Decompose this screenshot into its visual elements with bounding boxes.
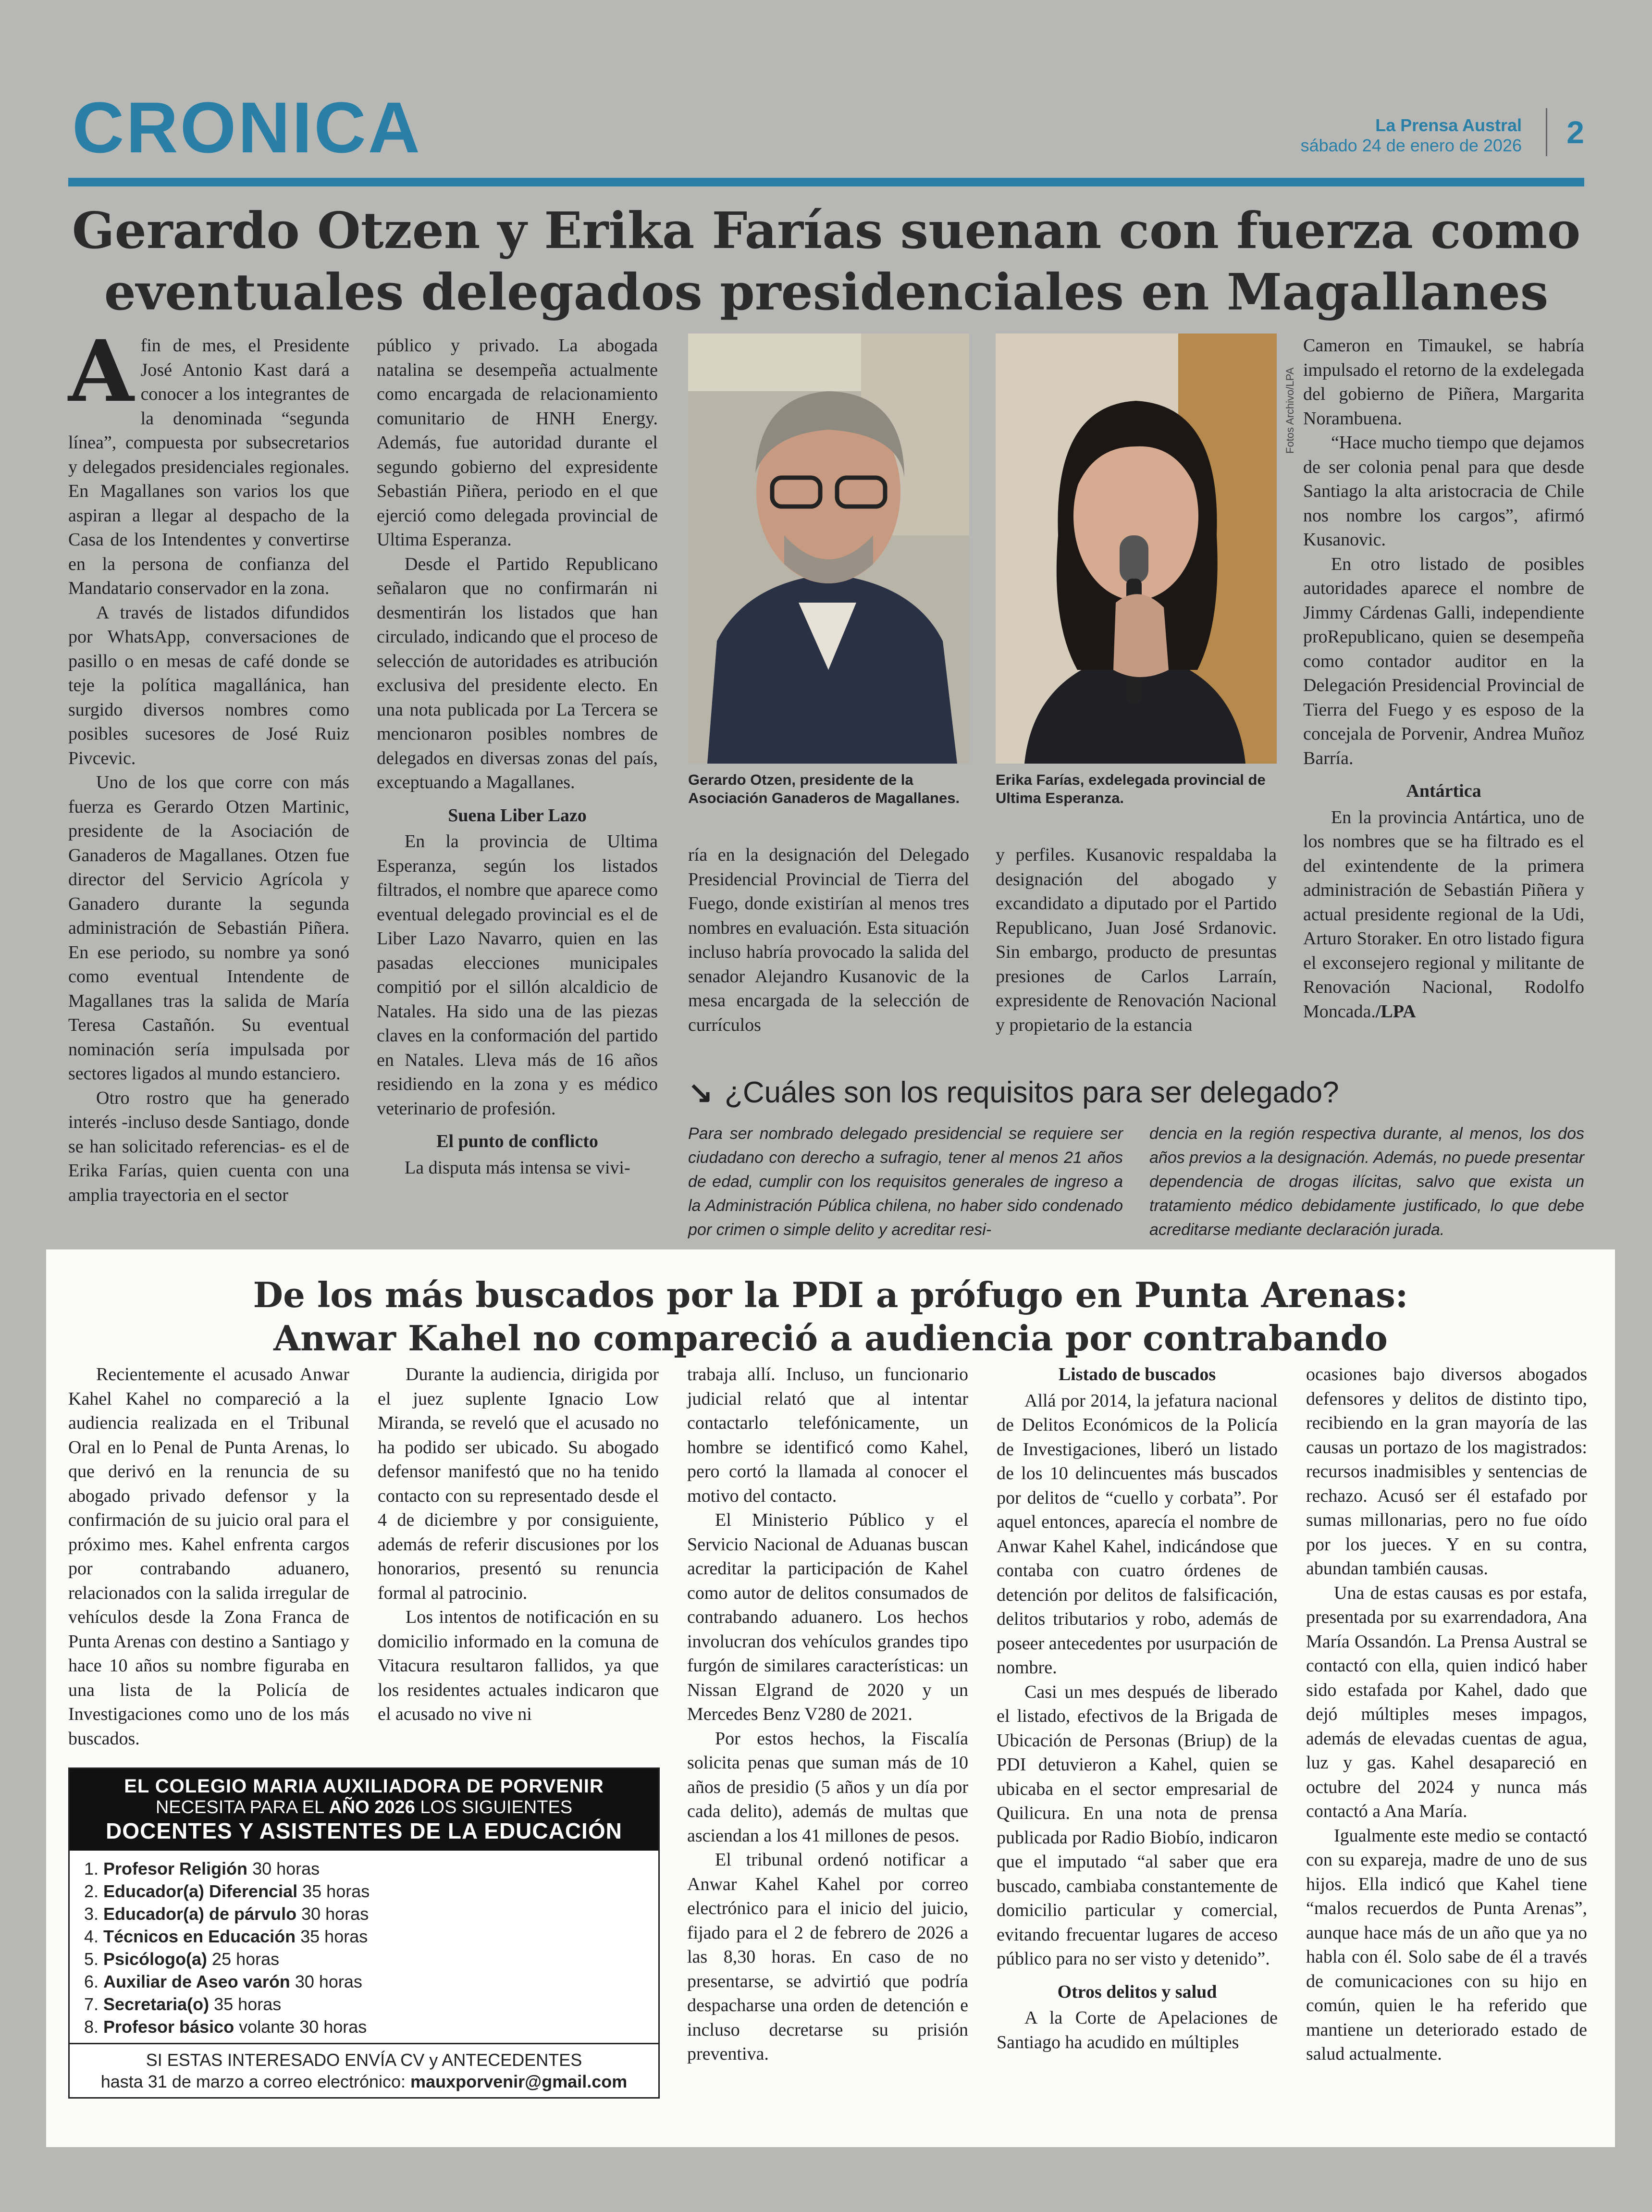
- paragraph: A la Corte de Apelaciones de Santiago ha acudido en múltiples: [997, 2008, 1278, 2052]
- headline-line1: Gerardo Otzen y Erika Farías suenan con fuerza como: [72, 201, 1581, 260]
- article1-col2: [377, 334, 658, 1180]
- paragraph: Una de estas causas es por estafa, presentada por su exarrendadora, Ana María Ossandón. La Prensa Austral se contactó con ella, quien indicó haber sido estafada por Kahel, dado que dejó múltiples meses impagos, además de elevadas cuentas de agua, luz y gas. Kahel desapareció en octubre del 2024 y nunca más contactó a Ana María.: [1306, 1582, 1587, 1821]
- subhead-otros-delitos: Otros delitos y salud: [1057, 1981, 1217, 2002]
- article1-col5: [1303, 334, 1584, 1024]
- article1-body: [68, 321, 1584, 1247]
- paragraph: Recientemente el acusado Anwar Kahel Kahel no compareció a la audiencia realizada en el Tribunal Oral en lo Penal de Punta Arenas, lo que derivó en la renuncia de su abogado privado defensor y la confirmación de su juicio oral para el próximo mes. Kahel enfrenta cargos por contrabando aduanero, relacionados con la salida irregular de vehículos desde la Zona Franca de Punta Arenas con destino a Santiago y hace 10 años su nombre figuraba en una lista de la Policía de Investigaciones como uno de los más buscados.: [68, 1364, 349, 1749]
- portrait-man-icon: [688, 334, 969, 764]
- list-item: 5. Psicólogo(a) 25 horas: [103, 1948, 658, 1970]
- paragraph: Uno de los que corre con más fuerza es Gerardo Otzen Martinic, presidente de la Asociación de Ganaderos de Magallanes. Otzen fue director del Servicio Agrícola y Ganadero durante la segunda administración de Sebastián Piñera. En ese periodo, su nombre ya sonó como eventual Intendente de Magallanes tras la salida de María Teresa Castañón. Su eventual nominación sería impulsada por sectores ligados al mundo estanciero.: [68, 772, 349, 1084]
- publication-name: La Prensa Austral: [1375, 115, 1522, 135]
- list-item: 3. Educador(a) de párvulo 30 horas: [103, 1903, 658, 1925]
- page-number: 2: [1546, 108, 1584, 156]
- paragraph: El tribunal ordenó notificar a Anwar Kahel Kahel por correo electrónico para el inicio del juicio, fijado para el 2 de febrero de 2026 a las 8,30 horas. En caso de no presentarse, se advirtió que podría despacharse una orden de detención e incluso decretarse su prisión preventiva.: [687, 1850, 968, 2064]
- paragraph: En la provincia Antártica, uno de los nombres que se ha filtrado es el del exintendente de la primera administración de Sebastián Piñera y actual presidente regional de la Udi, Arturo Storaker. En otro listado figura el exconsejero regional y militante de Renovación Nacional, Rodolfo Moncada./LPA: [1303, 807, 1584, 1022]
- article2-col5: [1306, 1362, 1587, 2066]
- dropcap: A: [68, 321, 134, 421]
- list-item: 8. Profesor básico volante 30 horas: [103, 2015, 658, 2038]
- paragraph: La disputa más intensa se vivi-: [405, 1157, 630, 1178]
- photo-credit: Fotos Archivo/LPA: [1284, 367, 1296, 454]
- ad-email[interactable]: mauxporvenir@gmail.com: [410, 2072, 628, 2091]
- subhead-antartica: Antártica: [1406, 781, 1481, 801]
- list-item: 2. Educador(a) Diferencial 35 horas: [103, 1880, 658, 1903]
- newspaper-page: [68, 82, 1584, 1247]
- list-item: 4. Técnicos en Educación 35 horas: [103, 1925, 658, 1948]
- article1-col3: [688, 843, 969, 1037]
- paragraph: público y privado. La abogada natalina se desempeña actualmente como encargada de relacionamiento comunitario de HNH Energy. Además, fue autoridad durante el segundo gobierno del expresidente Sebastián Piñera, periodo en el que ejerció como delegada provincial de Ultima Esperanza.: [377, 335, 658, 550]
- ad-footer-line1: SI ESTAS INTERESADO ENVÍA CV y ANTECEDENTES: [146, 2050, 582, 2070]
- paragraph: A través de listados difundidos por WhatsApp, conversaciones de pasillo o en mesas de café donde se teje la política magallánica, han surgido diversos nombres como posibles sucesores de José Ruiz Pivcevic.: [68, 602, 349, 768]
- paragraph: Por estos hechos, la Fiscalía solicita penas que suman más de 10 años de presidio (5 años y un día por cada delito), además de multas que asciendan a los 41 millones de pesos.: [687, 1728, 968, 1846]
- paragraph: y perfiles. Kusanovic respaldaba la designación del abogado y excandidato a diputado por el Partido Republicano, Juan José Srdanovic. Sin embargo, producto de presuntas presiones de Carlos Larraín, expresidente de Renovación Nacional y propietario de la estancia: [996, 845, 1277, 1035]
- paragraph: trabaja allí. Incluso, un funcionario judicial relató que al intentar contactarlo telefónicamente, un hombre se identificó como Kahel, pero cortó la llamada al conocer el motivo del contacto.: [687, 1364, 968, 1506]
- paragraph: Casi un mes después de liberado el listado, efectivos de la Brigada de Ubicación de Personas (Briup) de la PDI detuvieron a Kahel, quien se ubicaba en el sector empresarial de Quilicura. En una nota de prensa publicada por Radio Biobío, indicaron que el imputado “al saber que era buscado, cambiaba constantemente de domicilio particular y comercial, evitando frecuentar lugares de acceso público para no ser visto y detenido”.: [997, 1681, 1278, 1969]
- article2-col3: [687, 1362, 968, 2066]
- header-rule: [68, 178, 1584, 186]
- article2-headline: [46, 1273, 1615, 1360]
- headline-line1: De los más buscados por la PDI a prófugo en Punta Arenas:: [253, 1274, 1408, 1315]
- paragraph: El Ministerio Público y el Servicio Nacional de Aduanas buscan acreditar la participación de Kahel como autor de delitos consumados de contrabando aduanero. Los hechos involucran dos vehículos grandes tipo furgón de similares características: un Nissan Elgrand de 2020 y un Mercedes Benz V280 de 2021.: [687, 1510, 968, 1724]
- caption-farias: Erika Farías, exdelegada provincial de Ultima Esperanza.: [996, 771, 1266, 806]
- paragraph: En la provincia de Ultima Esperanza, según los listados filtrados, el nombre que aparece como eventual delegado provincial es el de Liber Lazo Navarro, quien en las pasadas elecciones municipales compitió por el sillón alcaldicio de Natales. Ha sido una de las piezas claves en la conformación del partido en Natales. Lleva más de 16 años residiendo en la zona y es médico veterinario de profesión.: [377, 831, 658, 1119]
- portrait-woman-icon: [996, 334, 1277, 764]
- photo-erika-farias: [996, 334, 1277, 764]
- requirements-heading: ↘ ¿Cuáles son los requisitos para ser delegado?: [688, 1076, 1339, 1109]
- article2-col1: [68, 1362, 349, 1751]
- paragraph: Otro rostro que ha generado interés -incluso desde Santiago, donde se han solicitado referencias- es el de Erika Farías, quien cuenta con una amplia trayectoria en el sector: [68, 1087, 349, 1205]
- lead-paragraph: Afin de mes, el Presidente José Antonio Kast dará a conocer a los integrantes de la denominada “segunda línea”, compuesta por subsecretarios y delegados presidenciales regionales. En Magallanes son varios los que aspiran a llegar al despacho de la Casa de los Intendentes y convertirse en la persona de confianza del Mandatario conservador en la zona.: [68, 321, 349, 598]
- article2-box: [46, 1249, 1615, 2147]
- subhead-listado: Listado de buscados: [1058, 1364, 1216, 1384]
- paragraph: Desde el Partido Republicano señalaron que no confirmarán ni desmentirán los listados que han circulado, indicando que el proceso de selección de autoridades es atribución exclusiva del presidente electo. En una nota publicada por La Tercera se mencionaron posibles nombres de delegados en diversas zonas del país, exceptuando a Magallanes.: [377, 554, 658, 792]
- ad-header: [70, 1769, 658, 1851]
- article2-col4: [997, 1362, 1278, 2054]
- ad-school: EL COLEGIO MARIA AUXILIADORA DE PORVENIR: [124, 1776, 604, 1797]
- paragraph: “Hace mucho tiempo que dejamos de ser colonia penal para que desde Santiago la alta aristocracia de Chile nos nombre los cargos”, afirmó Kusanovic.: [1303, 433, 1584, 550]
- requirements-right: dencia en la región respectiva durante, al menos, los dos años previos a la designación. Además, no puede presentar dependencia de drogas ilícitas, salvo que exista un tratamiento médico debidamente justificado, lo que debe acreditarse mediante declaración jurada.: [1149, 1125, 1584, 1239]
- job-ad: [68, 1767, 660, 2099]
- page-header: [68, 82, 1584, 178]
- publication-info: [1301, 115, 1522, 156]
- article2-col2: [378, 1362, 659, 1727]
- article1-col1: [68, 321, 349, 1207]
- section-title: CRONICA: [72, 87, 422, 168]
- paragraph: Cameron en Timaukel, se habría impulsado el retorno de la exdelegada del gobierno de Piñera, Margarita Norambuena.: [1303, 335, 1584, 429]
- article1-col4: [996, 843, 1277, 1037]
- paragraph: ocasiones bajo diversos abogados defensores y delitos de distinto tipo, recibiendo en la gran mayoría de las causas un portazo de los magistrados: recursos inadmisibles y sentencias de rechazo. Acusó ser él estafado por sumas millonarias, pero no fue oído por los jueces. Y en su contra, abundan también causas.: [1306, 1364, 1587, 1579]
- list-item: 1. Profesor Religión 30 horas: [103, 1857, 658, 1880]
- paragraph: Durante la audiencia, dirigida por el juez suplente Ignacio Low Miranda, se reveló que el acusado no ha podido ser ubicado. Su abogado defensor manifestó que no ha tenido contacto con su representado desde el 4 de diciembre y por consiguiente, además de referir discusiones por los honorarios, presentó su renuncia formal al patrocinio.: [378, 1364, 659, 1603]
- ad-positions-list: [103, 1857, 658, 2038]
- publication-date: sábado 24 de enero de 2026: [1300, 136, 1522, 155]
- paragraph: Allá por 2014, la jefatura nacional de Delitos Económicos de la Policía de Investigaciones, liberó un listado de los 10 delincuentes más buscados por delitos de “cuello y corbata”. Por aquel entonces, aparecía el nombre de Anwar Kahel Kahel, indicándose que contaba con cuatro órdenes de detención por delitos de falsificación, delitos tributarios y robo, además de poseer antecedentes por usurpación de nombre.: [997, 1390, 1278, 1678]
- arrow-icon: ↘: [688, 1076, 713, 1109]
- headline-line2: Anwar Kahel no compareció a audiencia por contrabando: [273, 1318, 1388, 1359]
- signoff: /LPA: [1375, 1001, 1416, 1022]
- paragraph: Igualmente este medio se contactó con su expareja, madre de uno de sus hijos. Ella indicó que Kahel tiene “malos recuerdos de Punta Arenas”, aunque hace más de un año que ya no habla con él. Solo sabe de él a través de comunicaciones con su hijo en común, quien le ha referido que mantiene un deteriorado estado de salud actualmente.: [1306, 1825, 1587, 2064]
- ad-positions-title: DOCENTES Y ASISTENTES DE LA EDUCACIÓN: [106, 1818, 622, 1843]
- list-item: 7. Secretaria(o) 35 horas: [103, 1993, 658, 2015]
- headline-line2: eventuales delegados presidenciales en Magallanes: [104, 262, 1549, 321]
- paragraph: En otro listado de posibles autoridades aparece el nombre de Jimmy Cárdenas Galli, independiente proRepublicano, quien se desempeña como contador auditor en la Delegación Presidencial Provincial de Tierra del Fuego y es esposo de la concejala de Porvenir, Andrea Muñoz Barría.: [1303, 554, 1584, 768]
- caption-otzen: Gerardo Otzen, presidente de la Asociación Ganaderos de Magallanes.: [688, 771, 960, 806]
- paragraph: ría en la designación del Delegado Presidencial Provincial de Tierra del Fuego, donde existirían al menos tres nombres en evaluación. Esta situación incluso habría provocado la salida del senador Alejandro Kusanovic de la mesa encargada de la selección de currículos: [688, 845, 969, 1035]
- ad-footer-line2: hasta 31 de marzo a correo electrónico: mauxporvenir@gmail.com: [100, 2072, 628, 2091]
- subhead-liber-lazo: Suena Liber Lazo: [448, 805, 587, 826]
- article1-headline: [68, 200, 1584, 323]
- paragraph: Los intentos de notificación en su domicilio informado en la comuna de Vitacura resultaron fallidos, ya que los residentes actuales indicaron que el acusado no vive ni: [378, 1607, 659, 1724]
- ad-need: NECESITA PARA EL AÑO 2026 LOS SIGUIENTES: [155, 1797, 573, 1817]
- photo-gerardo-otzen: [688, 334, 969, 764]
- ad-footer: [70, 2043, 658, 2097]
- requirements-left: Para ser nombrado delegado presidencial se requiere ser ciudadano con derecho a sufragio, tener al menos 21 años de edad, cumplir con los requisitos generales de ingreso a la Administración Pública chilena, no haber sido condenado por crimen o simple delito y acreditar resi-: [688, 1125, 1123, 1239]
- subhead-punto-conflicto: El punto de conflicto: [436, 1131, 598, 1151]
- list-item: 6. Auxiliar de Aseo varón 30 horas: [103, 1970, 658, 1993]
